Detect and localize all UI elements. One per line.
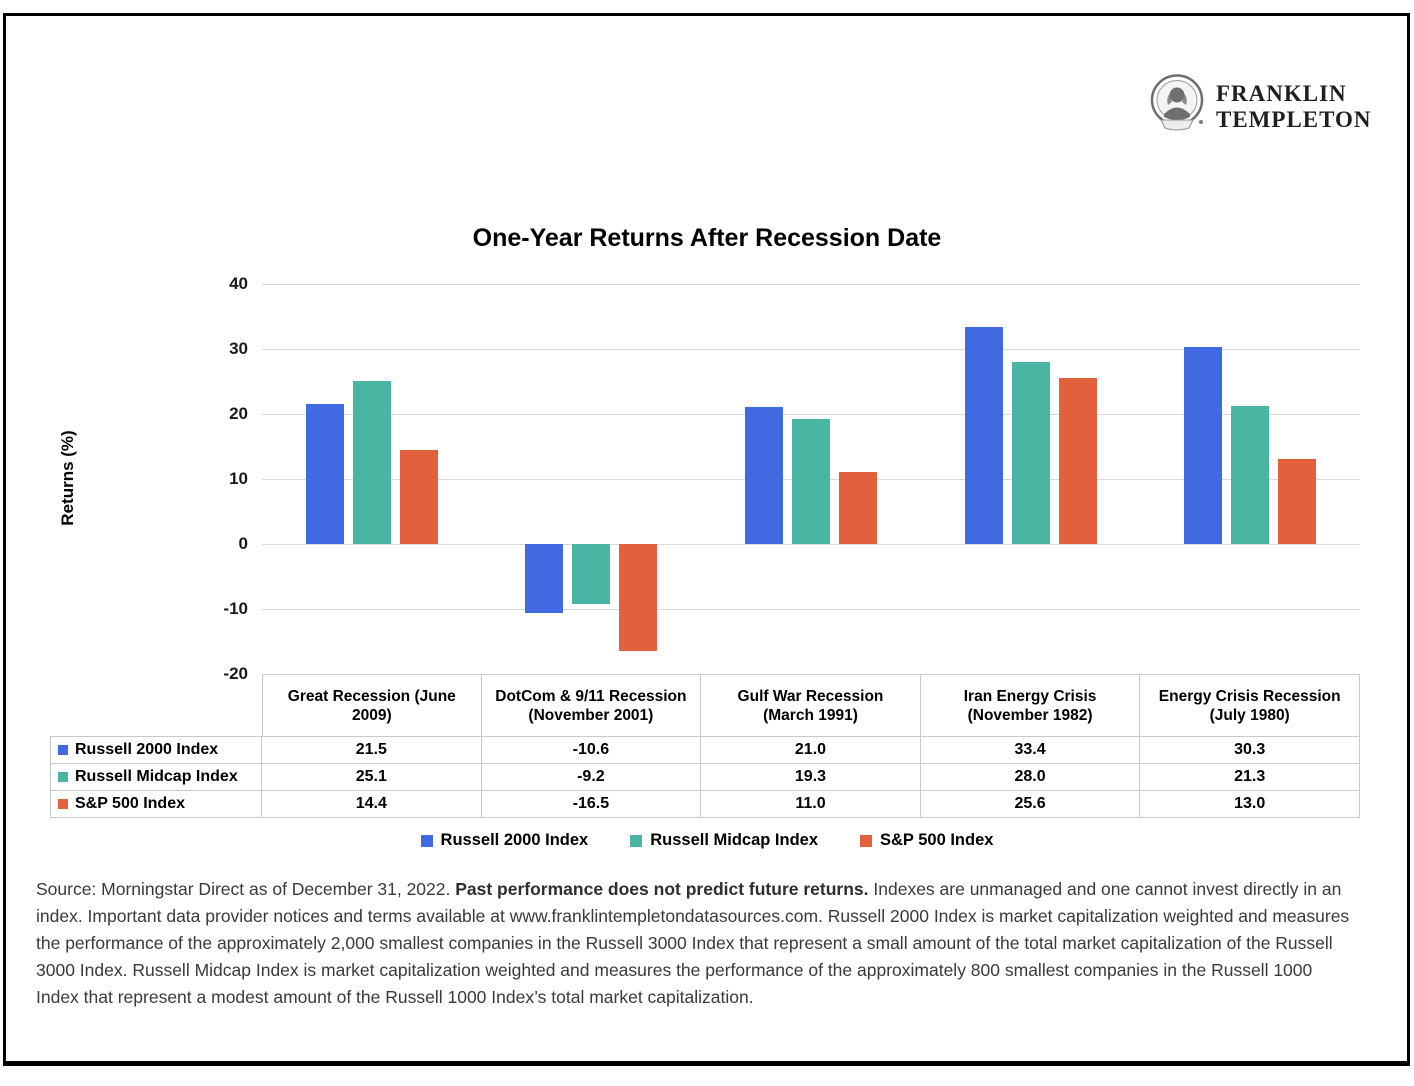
- table-header-cell: Gulf War Recession (March 1991): [701, 674, 921, 737]
- bar: [839, 472, 877, 544]
- brand-line-2: TEMPLETON: [1216, 106, 1372, 132]
- y-tick-label: 30: [229, 339, 248, 358]
- y-tick-label: 10: [229, 469, 248, 488]
- legend-label: Russell Midcap Index: [650, 831, 819, 849]
- legend-label: S&P 500 Index: [880, 831, 994, 849]
- chart-title: One-Year Returns After Recession Date: [472, 224, 942, 252]
- bar: [400, 450, 438, 544]
- franklin-portrait-icon: [1150, 74, 1206, 139]
- table-value-cell: 25.1: [262, 764, 482, 791]
- legend-item: [630, 831, 818, 850]
- series-swatch: [58, 799, 68, 809]
- bar: [965, 327, 1003, 544]
- bar: [1278, 459, 1316, 544]
- table-row-label-text: Russell 2000 Index: [75, 741, 219, 758]
- table-value-cell: 33.4: [921, 737, 1141, 764]
- chart-data-table: [50, 674, 1360, 818]
- legend-item: [421, 831, 589, 850]
- bar: [1012, 362, 1050, 544]
- table-value-cell: 11.0: [701, 791, 921, 818]
- franklin-templeton-logo: [1150, 74, 1372, 139]
- y-tick-label: 40: [229, 274, 248, 293]
- table-value-cell: -16.5: [482, 791, 702, 818]
- bar: [1059, 378, 1097, 544]
- series-swatch: [58, 745, 68, 755]
- source-footnote: [36, 876, 1354, 1011]
- table-value-cell: 21.3: [1140, 764, 1360, 791]
- table-row-label: [50, 791, 262, 818]
- gridline: [262, 544, 1360, 545]
- brand-line-1: FRANKLIN: [1216, 80, 1347, 106]
- table-value-cell: -10.6: [482, 737, 702, 764]
- bar: [1184, 347, 1222, 544]
- footnote-source-text: Source: Morningstar Direct as of December 31, 2022.: [36, 879, 456, 899]
- table-header-cell: Great Recession (June 2009): [262, 674, 482, 737]
- legend-swatch: [630, 835, 642, 847]
- bar: [1231, 406, 1269, 544]
- table-corner-cell: [50, 674, 262, 737]
- footnote-bold-disclaimer: Past performance does not predict future returns.: [455, 879, 869, 899]
- bar: [619, 544, 657, 651]
- bar: [306, 404, 344, 544]
- table-value-cell: 21.0: [701, 737, 921, 764]
- table-value-cell: 21.5: [262, 737, 482, 764]
- legend-swatch: [421, 835, 433, 847]
- table-header-cell: DotCom & 9/11 Recession (November 2001): [482, 674, 702, 737]
- table-value-cell: 19.3: [701, 764, 921, 791]
- y-axis-tick-labels: [160, 274, 252, 683]
- y-tick-label: 0: [238, 534, 248, 553]
- table-header-cell: Energy Crisis Recession (July 1980): [1140, 674, 1360, 737]
- legend-label: Russell 2000 Index: [440, 831, 589, 849]
- brand-name: [1216, 81, 1372, 133]
- legend-swatch: [860, 835, 872, 847]
- legend-item: [860, 831, 993, 850]
- gridline: [262, 284, 1360, 285]
- y-tick-label: -20: [223, 664, 248, 683]
- table-value-cell: 14.4: [262, 791, 482, 818]
- chart-legend: [0, 831, 1414, 850]
- table-row-label-text: Russell Midcap Index: [75, 768, 238, 785]
- y-tick-label: 20: [229, 404, 248, 423]
- bar: [792, 419, 830, 544]
- bar: [525, 544, 563, 613]
- table-row-label: [50, 737, 262, 764]
- table-value-cell: -9.2: [482, 764, 702, 791]
- table-value-cell: 30.3: [1140, 737, 1360, 764]
- plot-area: [262, 284, 1360, 674]
- bar: [572, 544, 610, 604]
- bar: [353, 381, 391, 544]
- table-value-cell: 13.0: [1140, 791, 1360, 818]
- bar: [745, 407, 783, 544]
- series-swatch: [58, 772, 68, 782]
- table-header-cell: Iran Energy Crisis (November 1982): [921, 674, 1141, 737]
- table-row-label: [50, 764, 262, 791]
- table-value-cell: 25.6: [921, 791, 1141, 818]
- gridline: [262, 609, 1360, 610]
- table-row-label-text: S&P 500 Index: [75, 795, 185, 812]
- y-axis-label: Returns (%): [58, 430, 77, 526]
- y-tick-label: -10: [223, 599, 248, 618]
- table-value-cell: 28.0: [921, 764, 1141, 791]
- footnote-disclosure-text: Indexes are unmanaged and one cannot invest directly in an index. Important data provider notices and terms available at www.franklintempletondatasources.com. Russell 2000 Index is market capitalization weighted and measures the performance of the approximately 2,000 smallest companies in the Russell 3000 Index that represent a small amount of the total market capitalization of the Russell 3000 Index. Russell Midcap Index is market capitalization weighted and measures the performance of the approximately 800 smallest companies in the Russell 1000 Index that represent a modest amount of the Russell 1000 Index’s total market capitalization.: [36, 879, 1350, 1007]
